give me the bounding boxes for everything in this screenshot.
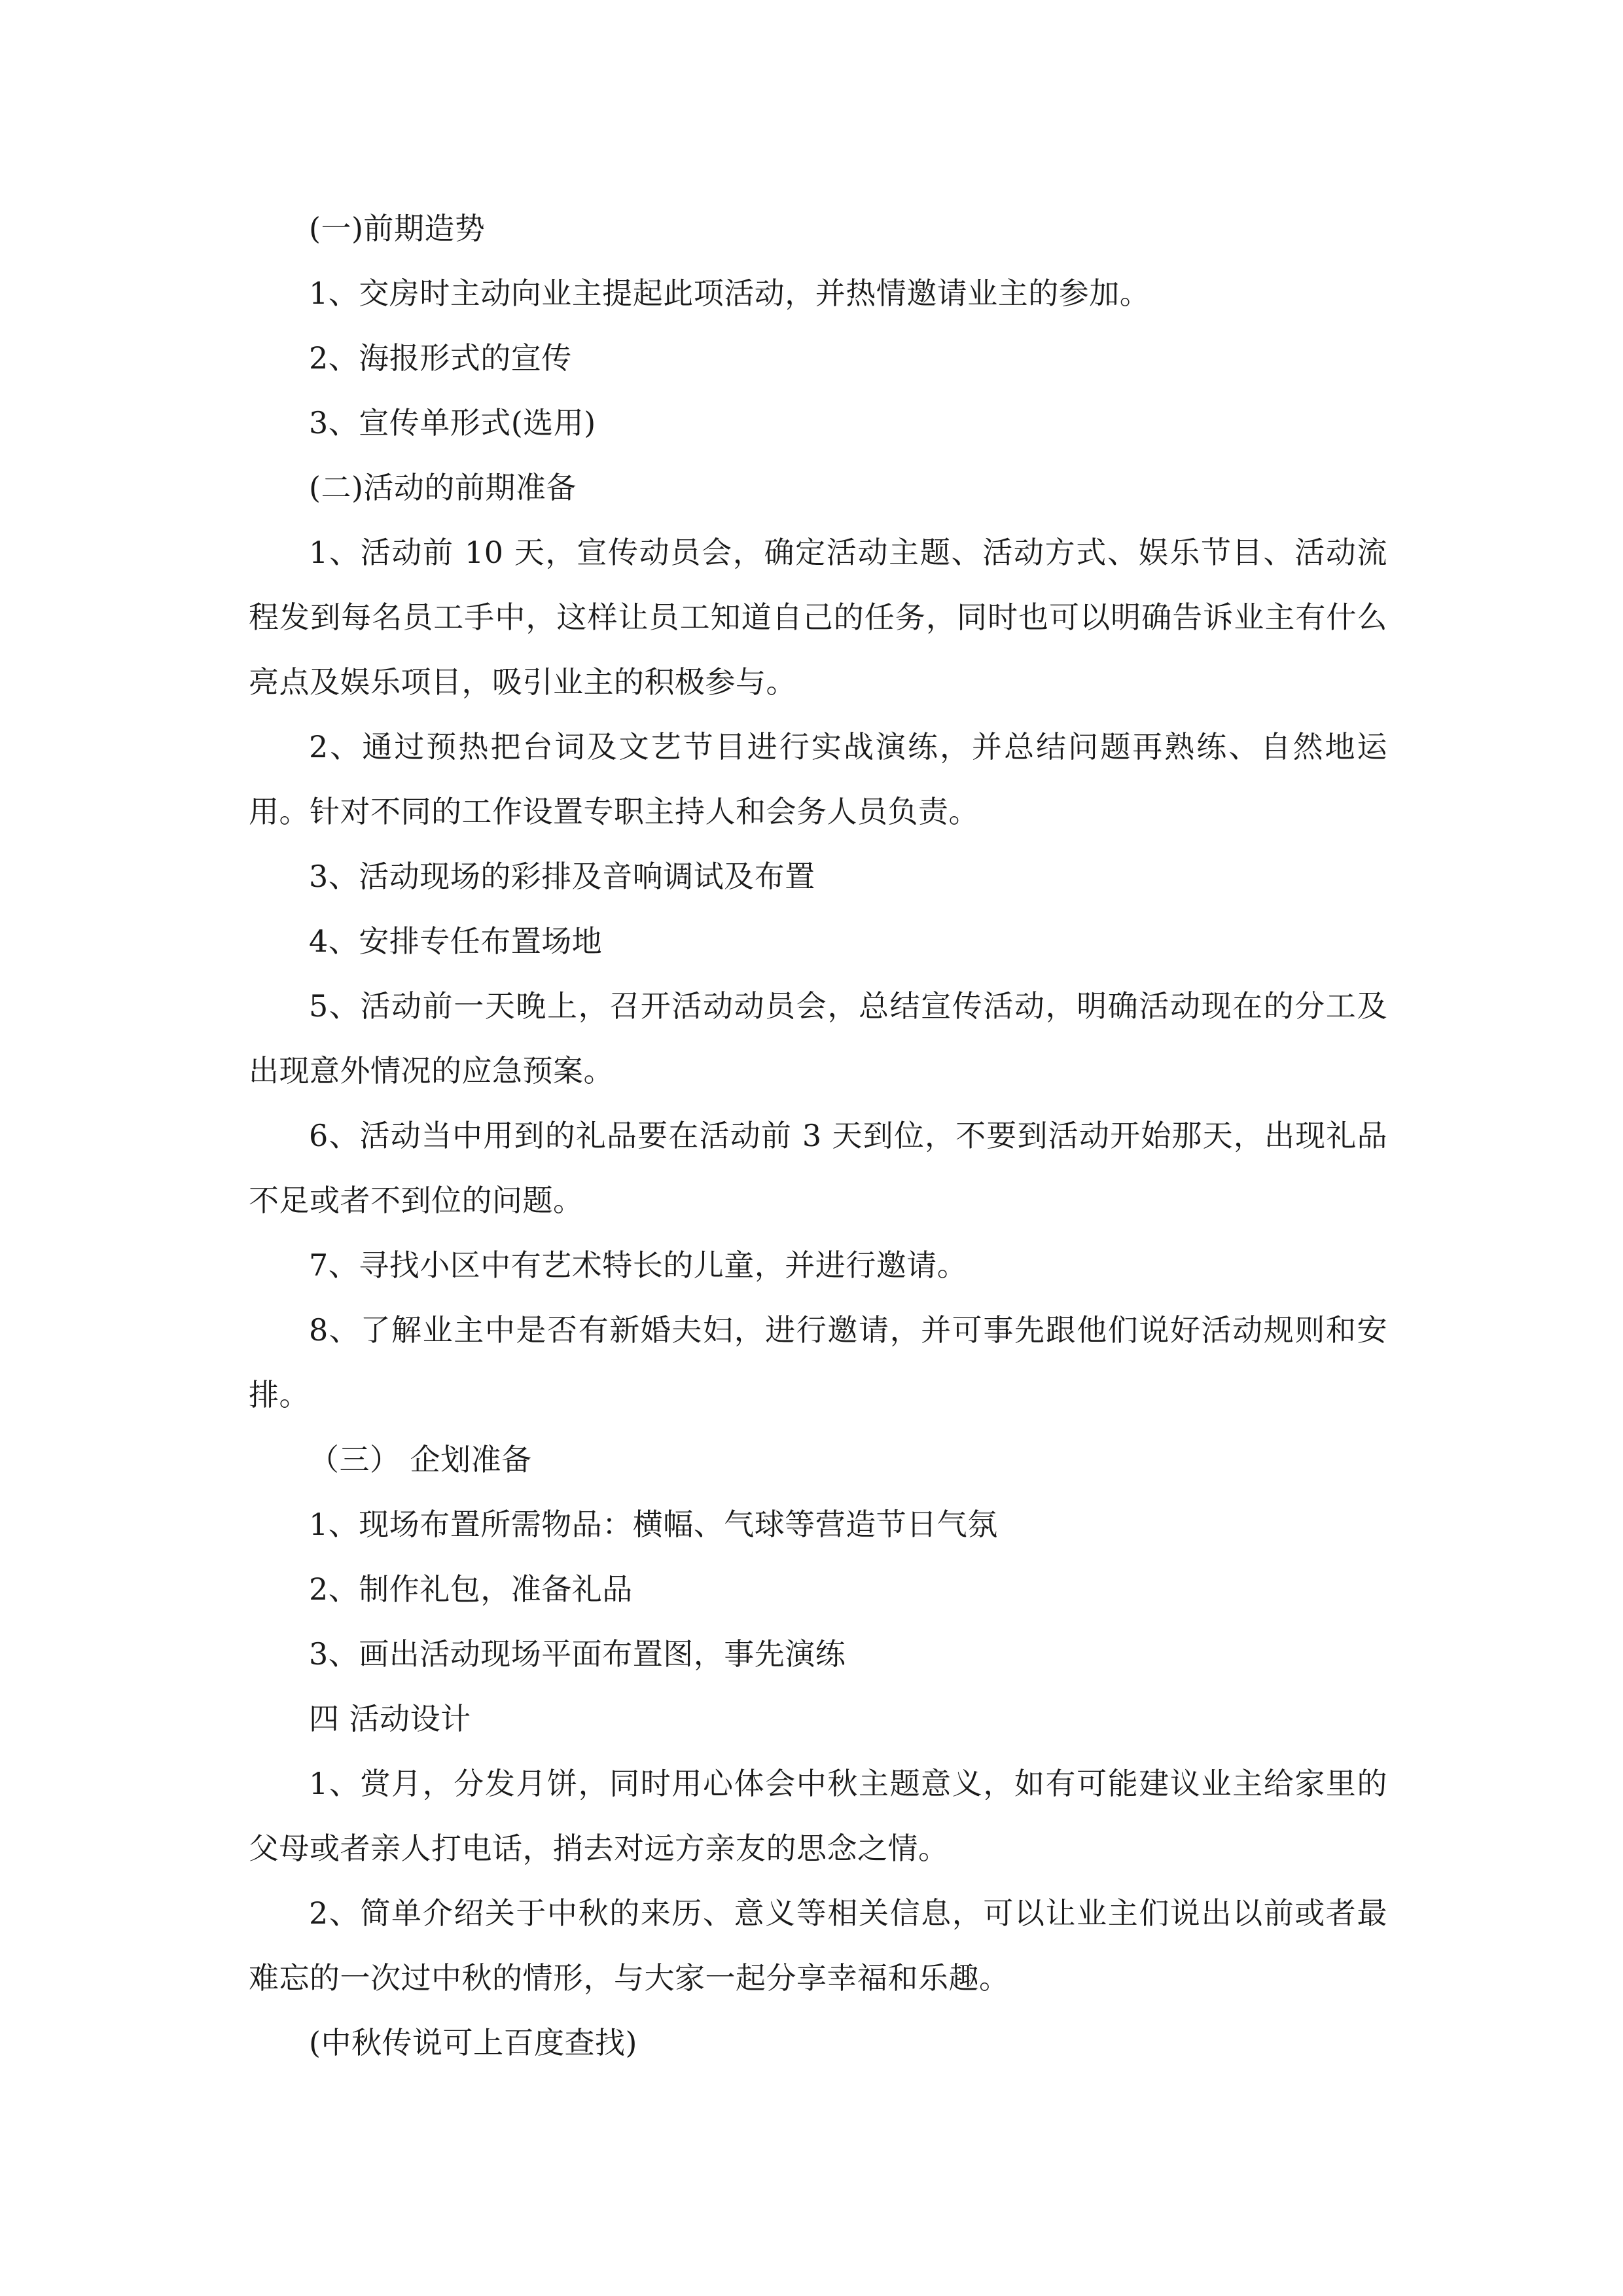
list-item: 8、了解业主中是否有新婚夫妇，进行邀请，并可事先跟他们说好活动规则和安排。: [249, 1312, 1387, 1412]
list-item: 2、制作礼包，准备礼品: [309, 1571, 633, 1607]
list-item: 1、交房时主动向业主提起此项活动，并热情邀请业主的参加。: [309, 276, 1150, 311]
section-heading-activity-design: 四 活动设计: [309, 1701, 471, 1736]
section-heading-planning: （三） 企划准备: [309, 1442, 532, 1477]
list-item: 3、宣传单形式(选用): [309, 405, 596, 440]
note-paragraph: (中秋传说可上百度查找): [309, 2025, 637, 2060]
list-item: 5、活动前一天晚上，召开活动动员会，总结宣传活动，明确活动现在的分工及出现意外情况的应急预案。: [249, 988, 1387, 1088]
list-item: 2、简单介绍关于中秋的来历、意义等相关信息，可以让业主们说出以前或者最难忘的一次过中秋的情形，与大家一起分享幸福和乐趣。: [249, 1895, 1387, 1996]
section-heading-early-promotion: (一)前期造势: [309, 211, 486, 246]
list-item: 1、赏月，分发月饼，同时用心体会中秋主题意义，如有可能建议业主给家里的父母或者亲人打电话，捎去对远方亲友的思念之情。: [249, 1766, 1387, 1866]
list-item: 3、画出活动现场平面布置图，事先演练: [309, 1636, 846, 1672]
list-item: 2、通过预热把台词及文艺节目进行实战演练，并总结问题再熟练、自然地运用。针对不同的工作设置专职主持人和会务人员负责。: [249, 729, 1387, 829]
document-body: [249, 196, 1387, 2075]
list-item: 6、活动当中用到的礼品要在活动前 3 天到位，不要到活动开始那天，出现礼品不足或者不到位的问题。: [249, 1118, 1387, 1218]
list-item: 1、活动前 10 天，宣传动员会，确定活动主题、活动方式、娱乐节目、活动流程发到每名员工手中，这样让员工知道自己的任务，同时也可以明确告诉业主有什么亮点及娱乐项目，吸引业主的积极参与。: [249, 535, 1387, 700]
list-item: 3、活动现场的彩排及音响调试及布置: [309, 859, 815, 894]
list-item: 4、安排专任布置场地: [309, 924, 603, 959]
list-item: 2、海报形式的宣传: [309, 340, 572, 376]
list-item: 1、现场布置所需物品：横幅、气球等营造节日气氛: [309, 1507, 998, 1542]
section-heading-preparation: (二)活动的前期准备: [309, 470, 577, 505]
list-item: 7、寻找小区中有艺术特长的儿童，并进行邀请。: [309, 1247, 968, 1283]
